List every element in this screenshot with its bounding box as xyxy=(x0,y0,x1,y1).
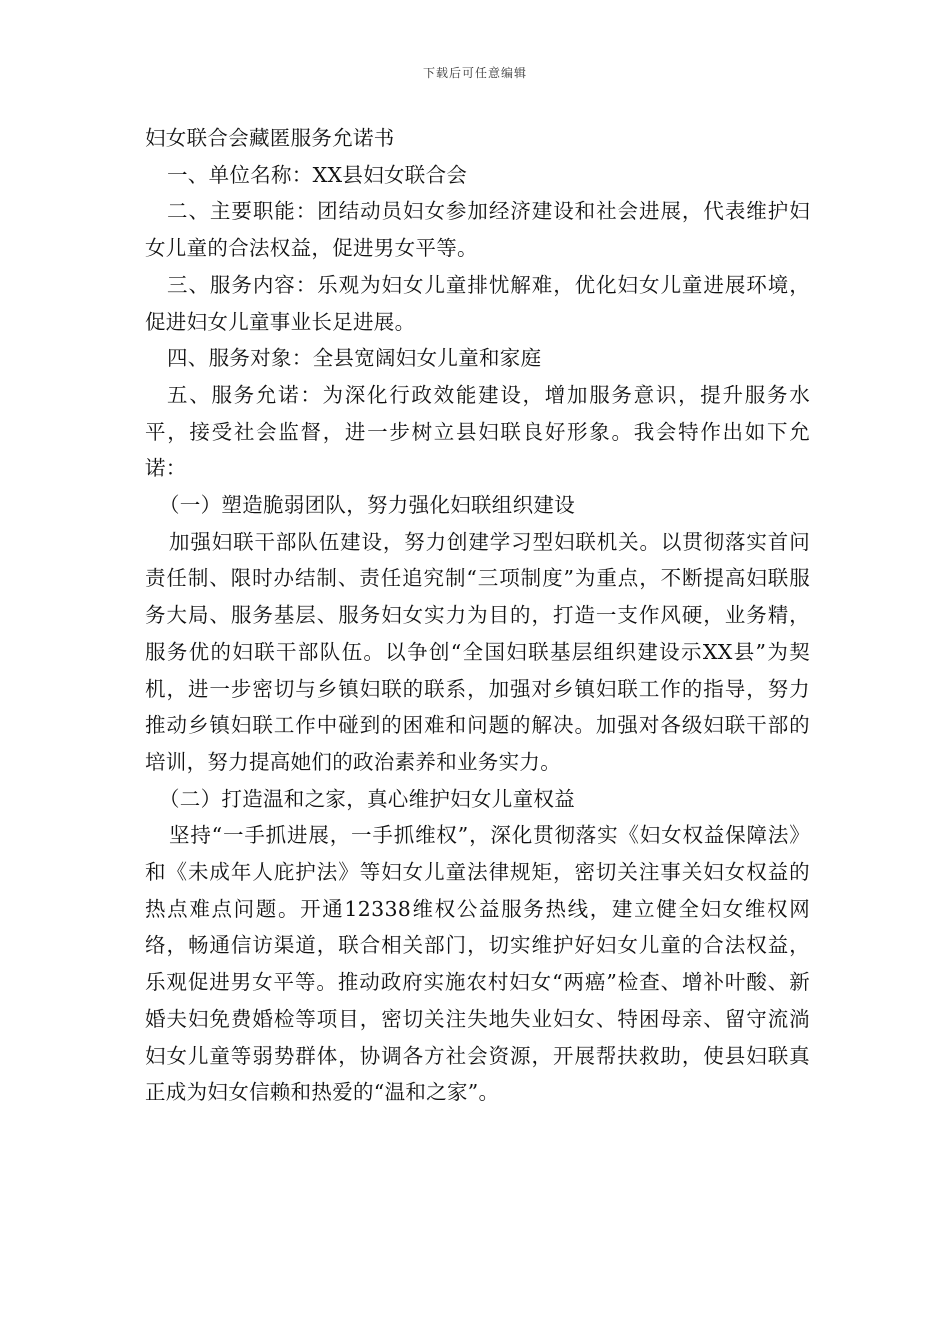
item-heading-2: （二）打造温和之家，真心维护妇女儿童权益 xyxy=(159,786,575,811)
section-service-pledge: 五、服务允诺：为深化行政效能建设，增加服务意识，提升服务水平，接受社会监督，进一步树立县妇联良好形象。我会特作出如下允诺： xyxy=(145,382,810,481)
page-header-note: 下载后可任意编辑 xyxy=(422,66,527,80)
document-body xyxy=(145,120,810,1111)
document-title: 妇女联合会藏匿服务允诺书 xyxy=(145,126,395,150)
section-service-target: 四、服务对象：全县宽阔妇女儿童和家庭 xyxy=(167,346,542,371)
item-body-2: 坚持“一手抓进展，一手抓维权”，深化贯彻落实《妇女权益保障法》和《未成年人庇护法》等妇女儿童法律规矩，密切关注事关妇女权益的热点难点问题。开通12338维权公益服务热线，建立健全妇女维权网络，畅通信访渠道，联合相关部门，切实维护好妇女儿童的合法权益，乐观促进男女平等。推动政府实施农村妇女“两癌”检查、增补叶酸、新婚夫妇免费婚检等项目，密切关注失地失业妇女、特困母亲、留守流淌妇女儿童等弱势群体，协调各方社会资源，开展帮扶救助，使县妇联真正成为妇女信赖和热爱的“温和之家”。 xyxy=(145,823,810,1105)
section-unit-name: 一、单位名称：XX县妇女联合会 xyxy=(167,162,468,187)
section-service-content: 三、服务内容：乐观为妇女儿童排忧解难，优化妇女儿童进展环境，促进妇女儿童事业长足进展。 xyxy=(145,272,810,334)
section-main-duties: 二、主要职能：团结动员妇女参加经济建设和社会进展，代表维护妇女儿童的合法权益，促进男女平等。 xyxy=(145,199,810,261)
item-heading-1: （一）塑造脆弱团队，努力强化妇联组织建设 xyxy=(159,493,575,518)
item-body-1: 加强妇联干部队伍建设，努力创建学习型妇联机关。以贯彻落实首问责任制、限时办结制、责任追究制“三项制度”为重点，不断提高妇联服务大局、服务基层、服务妇女实力为目的，打造一支作风硬，业务精，服务优的妇联干部队伍。以争创“全国妇联基层组织建设示XX县”为契机，进一步密切与乡镇妇联的联系，加强对乡镇妇联工作的指导，努力推动乡镇妇联工作中碰到的困难和问题的解决。加强对各级妇联干部的培训，努力提高她们的政治素养和业务实力。 xyxy=(145,529,810,774)
